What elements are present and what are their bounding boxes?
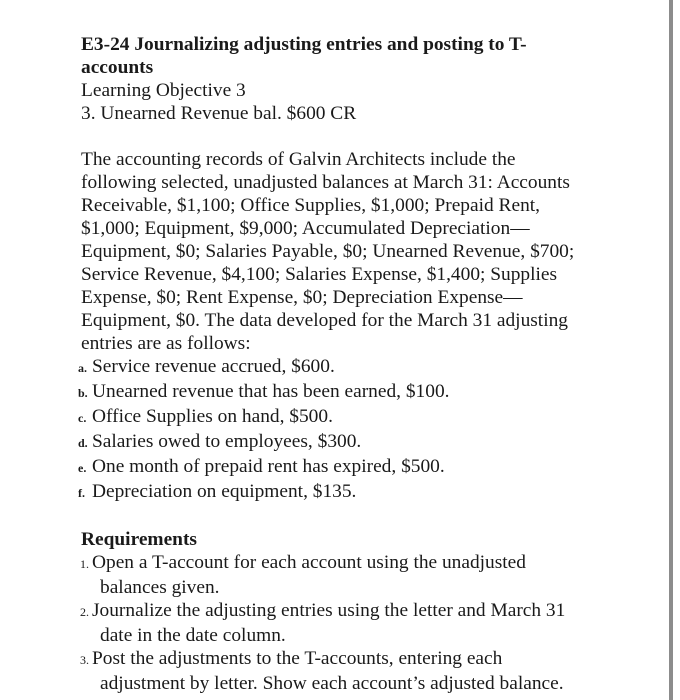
intro-line: $1,000; Equipment, $9,000; Accumulated Depreciation—	[81, 218, 530, 239]
intro-line: entries are as follows:	[81, 333, 251, 354]
item-marker: d.	[78, 436, 88, 450]
item-marker: a.	[78, 361, 87, 375]
adjustments-list	[78, 355, 661, 505]
item-marker: 3.	[80, 653, 89, 667]
requirement-text-continued: date in the date column.	[100, 625, 286, 646]
intro-line: Receivable, $1,100; Office Supplies, $1,000; Prepaid Rent,	[81, 195, 541, 216]
requirement-item	[80, 551, 661, 599]
requirement-text: Journalize the adjusting entries using the letter and March 31	[92, 600, 566, 621]
item-text: Salaries owed to employees, $300.	[92, 431, 362, 452]
intro-line: Service Revenue, $4,100; Salaries Expense, $1,400; Supplies	[81, 264, 558, 285]
adjustment-item	[78, 355, 661, 380]
adjustment-item	[78, 455, 661, 480]
intro-line: The accounting records of Galvin Architects include the	[81, 149, 516, 170]
intro-paragraph	[81, 148, 661, 355]
requirement-text: Open a T-account for each account using the unadjusted	[92, 552, 526, 573]
intro-line: Equipment, $0. The data developed for the March 31 adjusting	[81, 310, 568, 331]
requirements-heading: Requirements	[81, 529, 197, 550]
intro-line: following selected, unadjusted balances at March 31: Accounts	[81, 172, 570, 193]
item-text: Depreciation on equipment, $135.	[92, 481, 357, 502]
requirement-text-continued: balances given.	[100, 577, 220, 598]
item-marker: b.	[78, 386, 88, 400]
learning-objective: Learning Objective 3	[81, 80, 246, 101]
requirement-text: Post the adjustments to the T-accounts, entering each	[92, 648, 503, 669]
adjustment-item	[78, 430, 661, 455]
item-marker: e.	[78, 461, 87, 475]
adjustment-item	[78, 480, 661, 505]
item-text: Service revenue accrued, $600.	[92, 356, 335, 377]
item-marker: c.	[78, 411, 87, 425]
exercise-title	[81, 33, 661, 79]
requirements-list	[81, 551, 661, 695]
item-marker: 2.	[80, 605, 89, 619]
exercise-document	[78, 33, 661, 695]
title-line: accounts	[81, 57, 154, 78]
intro-line: Expense, $0; Rent Expense, $0; Depreciation Expense—	[81, 287, 523, 308]
item-marker: 1.	[80, 557, 89, 571]
item-text: Office Supplies on hand, $500.	[92, 406, 333, 427]
item-marker: f.	[78, 486, 85, 500]
spacer	[81, 125, 661, 148]
requirement-item	[80, 599, 661, 647]
requirement-item	[80, 647, 661, 695]
requirement-text-continued: adjustment by letter. Show each account’s adjusted balance.	[100, 673, 564, 694]
item-text: Unearned revenue that has been earned, $100.	[92, 381, 450, 402]
spacer	[81, 505, 661, 528]
balance-note: 3. Unearned Revenue bal. $600 CR	[81, 103, 357, 124]
intro-line: Equipment, $0; Salaries Payable, $0; Unearned Revenue, $700;	[81, 241, 575, 262]
adjustment-item	[78, 380, 661, 405]
page-edge-divider	[669, 0, 673, 700]
title-line: E3-24 Journalizing adjusting entries and posting to T-	[81, 34, 527, 55]
adjustment-item	[78, 405, 661, 430]
item-text: One month of prepaid rent has expired, $500.	[92, 456, 445, 477]
